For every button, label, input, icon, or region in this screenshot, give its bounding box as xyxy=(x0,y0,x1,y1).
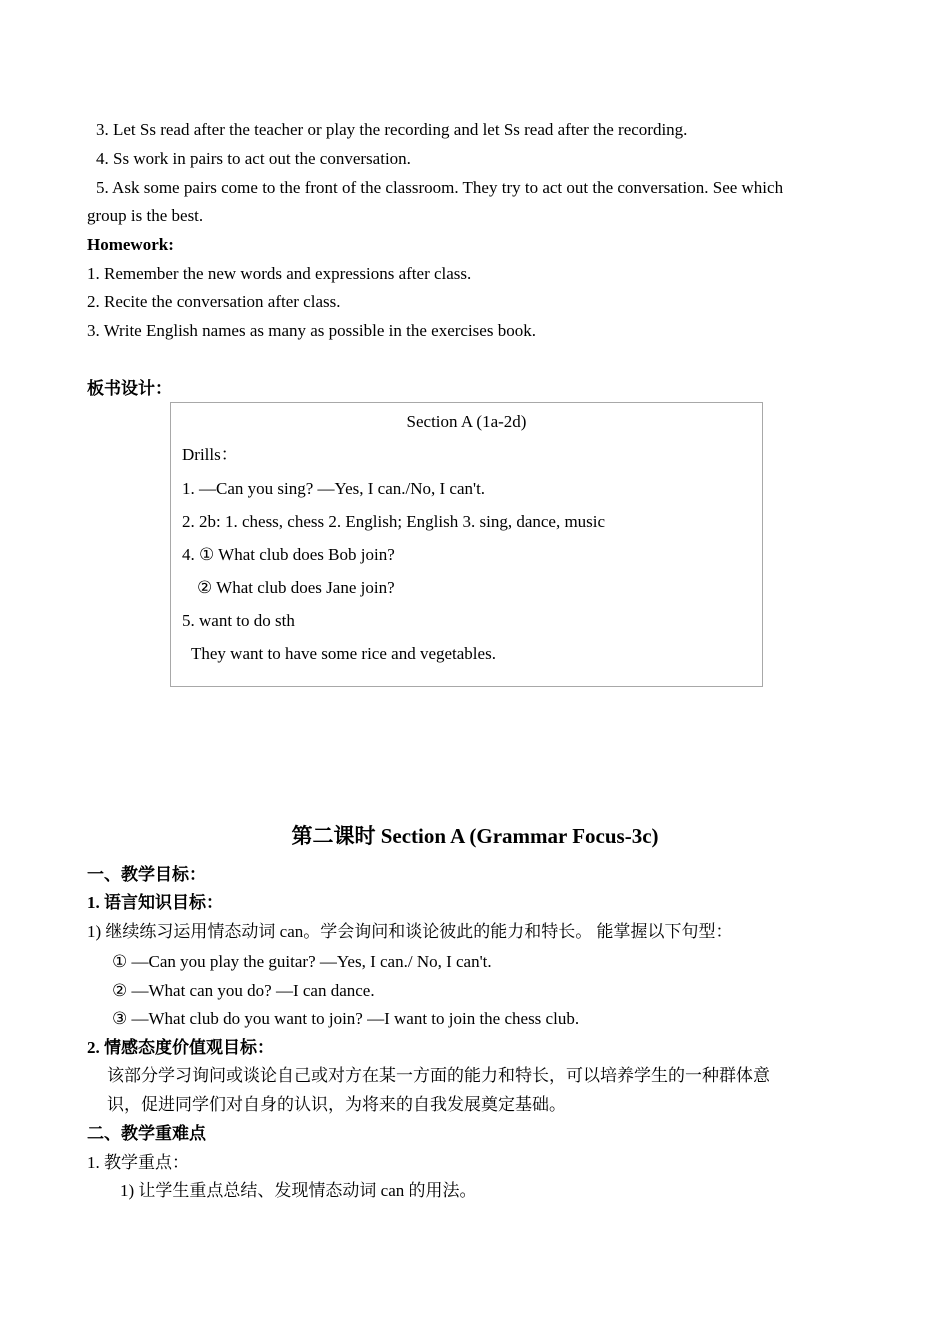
board-title: Section A (1a-2d) xyxy=(406,412,527,431)
homework-heading: Homework: xyxy=(87,235,174,254)
board-line: 5. want to do sth xyxy=(182,611,295,630)
board-line: They want to have some rice and vegetables. xyxy=(191,644,496,663)
emotion-text-1: 该部分学习询问或谈论自己或对方在某一方面的能力和特长，可以培养学生的一种群体意 xyxy=(107,1066,770,1085)
objectives-heading: 一、教学目标： xyxy=(87,865,206,884)
emotion-heading: 2. 情感态度价值观目标： xyxy=(87,1038,274,1057)
language-intro: 1) 继续练习运用情态动词 can。学会询问和谈论彼此的能力和特长。 能掌握以下句型： xyxy=(87,922,733,941)
board-line: 2. 2b: 1. chess, chess 2. English; English 3. sing, dance, music xyxy=(182,512,606,531)
emotion-text-2: 识，促进同学们对自身的认识，为将来的自我发展奠定基础。 xyxy=(107,1095,566,1114)
board-line: ② What club does Jane join? xyxy=(197,578,395,597)
homework-item-3: 3. Write English names as many as possible in the exercises book. xyxy=(87,321,536,340)
step-3: 3. Let Ss read after the teacher or play the recording and let Ss read after the recording. xyxy=(96,120,688,139)
key-point-item: 1) 让学生重点总结、发现情态动词 can 的用法。 xyxy=(120,1181,477,1200)
key-points-sub: 1. 教学重点： xyxy=(87,1153,189,1172)
step-4: 4. Ss work in pairs to act out the conversation. xyxy=(96,149,411,168)
board-line: Drills： xyxy=(182,445,238,464)
step-5-continued: group is the best. xyxy=(87,206,204,225)
homework-item-2: 2. Recite the conversation after class. xyxy=(87,292,341,311)
pattern-3: ③ —What club do you want to join? —I want to join the chess club. xyxy=(112,1009,580,1028)
board-line: 4. ① What club does Bob join? xyxy=(182,545,395,564)
board-design-box xyxy=(170,402,763,687)
pattern-1: ① —Can you play the guitar? —Yes, I can./ No, I can't. xyxy=(112,952,492,971)
board-heading: 板书设计： xyxy=(87,379,172,398)
homework-item-1: 1. Remember the new words and expressions after class. xyxy=(87,264,472,283)
step-5: 5. Ask some pairs come to the front of the classroom. They try to act out the conversation. See which xyxy=(96,178,784,197)
pattern-2: ② —What can you do? —I can dance. xyxy=(112,981,375,1000)
language-heading: 1. 语言知识目标： xyxy=(87,893,223,912)
key-points-heading: 二、教学重难点 xyxy=(87,1124,206,1143)
lesson2-title: 第二课时 Section A (Grammar Focus-3c) xyxy=(291,824,659,848)
board-line: 1. —Can you sing? —Yes, I can./No, I can't. xyxy=(182,479,486,498)
